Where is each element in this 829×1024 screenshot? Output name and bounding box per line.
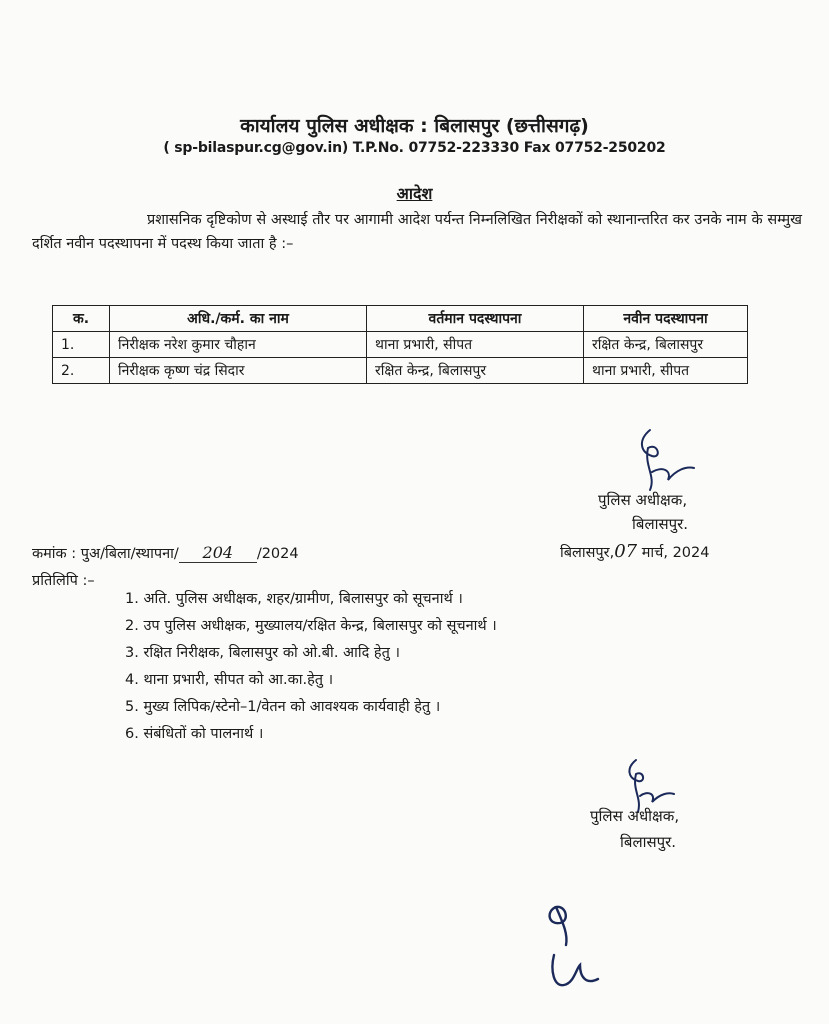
order-heading: आदेश	[396, 184, 433, 203]
reference-number	[32, 543, 299, 563]
cell-current-posting: रक्षित केन्द्र, बिलासपुर	[367, 358, 584, 384]
cell-name: निरीक्षक कृष्ण चंद्र सिदार	[110, 358, 367, 384]
order-date	[560, 541, 709, 562]
cell-new-posting: रक्षित केन्द्र, बिलासपुर	[584, 332, 748, 358]
table-row	[53, 358, 748, 384]
reference-handwritten-number: 204	[179, 543, 257, 563]
cell-name: निरीक्षक नरेश कुमार चौहान	[110, 332, 367, 358]
date-handwritten-day: 07	[614, 541, 638, 562]
col-name: अधि./कर्म. का नाम	[110, 306, 367, 332]
cell-serial: 2.	[53, 358, 110, 384]
signature-2-designation: पुलिस अधीक्षक,	[590, 807, 680, 825]
cell-serial: 1.	[53, 332, 110, 358]
col-new-posting: नवीन पदस्थापना	[584, 306, 748, 332]
order-body: प्रशासनिक दृष्टिकोण से अस्थाई तौर पर आगामी आदेश पर्यन्त निम्नलिखित निरीक्षकों को स्थानान्तरित कर उनके नाम के सम्मुख दर्शित नवीन पदस्थापना में पदस्थ किया जाता है :–	[32, 212, 802, 252]
date-prefix: बिलासपुर,	[560, 545, 615, 561]
col-current-posting: वर्तमान पदस्थापना	[367, 306, 584, 332]
list-item: 4. थाना प्रभारी, सीपत को आ.का.हेतु ।	[125, 672, 334, 688]
copy-list	[125, 586, 497, 748]
signature-scribble-1	[628, 426, 708, 496]
contact-line: ( sp-bilaspur.cg@gov.in) T.P.No. 07752-223330 Fax 07752-250202	[163, 140, 666, 156]
signature-1-designation: पुलिस अधीक्षक,	[598, 491, 688, 509]
table-header-row	[53, 306, 748, 332]
cell-current-posting: थाना प्रभारी, सीपत	[367, 332, 584, 358]
list-item: 2. उप पुलिस अधीक्षक, मुख्यालय/रक्षित केन्द्र, बिलासपुर को सूचनार्थ ।	[125, 618, 497, 634]
reference-year: /2024	[256, 546, 299, 562]
list-item: 3. रक्षित निरीक्षक, बिलासपुर को ओ.बी. आदि हेतु ।	[125, 645, 400, 661]
list-item: 5. मुख्य लिपिक/स्टेनो–1/वेतन को आवश्यक कार्यवाही हेतु ।	[125, 699, 441, 715]
office-title: कार्यालय पुलिस अधीक्षक : बिलासपुर (छत्तीसगढ़)	[240, 115, 589, 137]
date-suffix: मार्च, 2024	[641, 545, 710, 561]
handwritten-initial-mark	[540, 895, 610, 995]
reference-prefix: कमांक : पुअ/बिला/स्थापना/	[32, 546, 179, 562]
list-item: 6. संबंधितों को पालनार्थ ।	[125, 726, 264, 742]
cell-new-posting: थाना प्रभारी, सीपत	[584, 358, 748, 384]
copy-heading: प्रतिलिपि :–	[32, 573, 95, 589]
list-item: 1. अति. पुलिस अधीक्षक, शहर/ग्रामीण, बिलासपुर को सूचनार्थ ।	[125, 591, 463, 607]
table-row	[53, 332, 748, 358]
signature-2-place: बिलासपुर.	[620, 833, 677, 851]
signature-1-place: बिलासपुर.	[632, 515, 689, 533]
transfer-table	[52, 305, 748, 384]
col-serial: क.	[53, 306, 110, 332]
